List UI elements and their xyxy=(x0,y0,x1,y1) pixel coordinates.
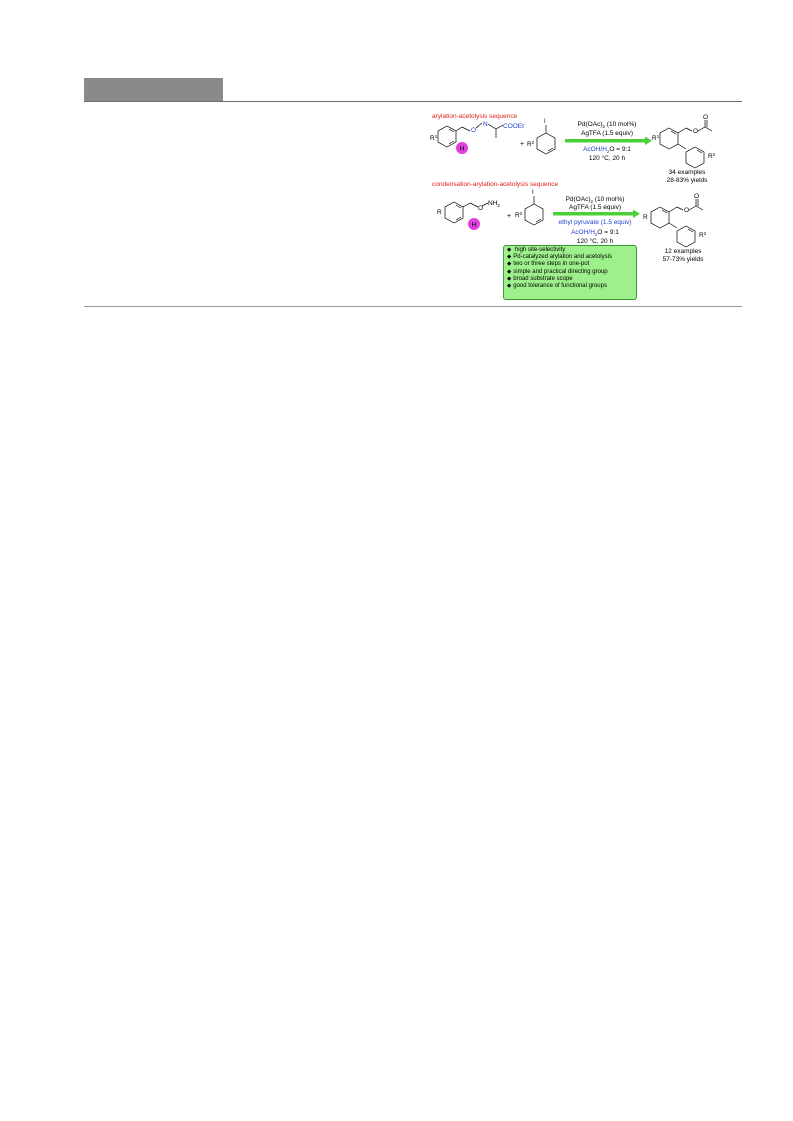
scheme2-o: O xyxy=(478,205,484,212)
diamond-bullet-icon: ◆ xyxy=(507,268,512,275)
scheme1-r2: $R^2$ xyxy=(527,140,535,148)
feature-item: ◆ high site-selectivity xyxy=(507,247,566,253)
scheme1-plus: + xyxy=(520,141,525,148)
feature-item: ◆ broad substrate scope xyxy=(507,275,573,282)
scheme2-iodo: I xyxy=(532,190,534,196)
scheme2-iodoarene-ring xyxy=(525,196,543,225)
scheme2-result-examples: 12 examples xyxy=(664,248,702,255)
scheme1-cond-temp: 120 °C, 20 h xyxy=(588,155,626,162)
scheme2-h: H xyxy=(471,221,477,229)
scheme1-result-yields: 28-83% yields xyxy=(666,177,708,184)
scheme2-cond-catalyst: $Pd(OAc)_2$ (10 mol%) xyxy=(565,196,625,204)
diamond-bullet-icon: ◆ xyxy=(507,283,512,290)
scheme1-cooet: COOEt xyxy=(503,123,524,130)
scheme2-cond-temp: 120 °C, 20 h xyxy=(576,238,614,245)
scheme2-result-yields: 57-73% yields xyxy=(662,256,704,263)
diamond-bullet-icon: ◆ xyxy=(507,275,512,282)
scheme2-cond-oxidant: AgTFA (1.5 equiv) xyxy=(568,204,622,211)
scheme2-title: condensation-arylation-acetolysis sequence xyxy=(432,181,559,188)
scheme1-h: H xyxy=(459,145,465,153)
scheme2-product-carbonyl-o: O xyxy=(694,193,700,200)
feature-item: ◆ Pd-catalyzed arylation and acetolysis xyxy=(507,254,612,261)
scheme1-product xyxy=(660,120,712,168)
scheme1-product-carbonyl-o: O xyxy=(703,114,709,121)
scheme1-o: O xyxy=(471,127,477,134)
scheme1-product-r2: $R^2$ xyxy=(708,152,716,160)
scheme1-result-examples: 34 examples xyxy=(668,169,706,176)
scheme1-iodoarene-ring xyxy=(537,125,555,154)
scheme1-cond-solvent: AcOH/$H_2O$ = 9:1 xyxy=(583,146,631,154)
scheme2-cond-solvent: AcOH/$H_2O$ = 9:1 xyxy=(571,229,619,237)
feature-item: ◆ good tolerance of functional groups xyxy=(507,283,607,290)
scheme1-cond-oxidant: AgTFA (1.5 equiv) xyxy=(580,130,634,137)
scheme2-nh2: $NH_2$ xyxy=(488,200,500,208)
reaction-scheme xyxy=(0,0,793,320)
scheme2-r1: R xyxy=(437,209,442,216)
scheme2-plus: + xyxy=(507,213,512,220)
scheme2-cond-reagent: ethyl pyruvate (1.5 equiv) xyxy=(558,219,632,226)
scheme2-product-r1: R xyxy=(643,214,648,221)
scheme2-product xyxy=(651,199,703,247)
scheme1-arrow xyxy=(565,137,652,146)
scheme1-n: N xyxy=(483,121,488,128)
diamond-bullet-icon: ◆ xyxy=(507,254,512,261)
scheme1-product-ester-o: O xyxy=(693,128,699,135)
scheme1-iodo: I xyxy=(544,119,546,125)
scheme2-product-ester-o: O xyxy=(684,207,690,214)
features-box xyxy=(503,245,637,300)
scheme2-r2: $R^2$ xyxy=(515,211,523,219)
scheme1-r1: $R^1$ xyxy=(430,134,438,142)
feature-item: ◆ simple and practical directing group xyxy=(507,268,608,275)
scheme1-cond-catalyst: $Pd(OAc)_2$ (10 mol%) xyxy=(577,121,637,129)
diamond-bullet-icon: ◆ xyxy=(507,247,512,253)
scheme1-product-r1: $R^1$ xyxy=(652,134,660,142)
feature-item: ◆ two or three steps in one-pot xyxy=(507,261,590,268)
scheme1-title: arylation-acetolysis sequence xyxy=(432,113,518,120)
scheme2-product-r2: $R^2$ xyxy=(699,231,707,239)
diamond-bullet-icon: ◆ xyxy=(507,261,512,268)
